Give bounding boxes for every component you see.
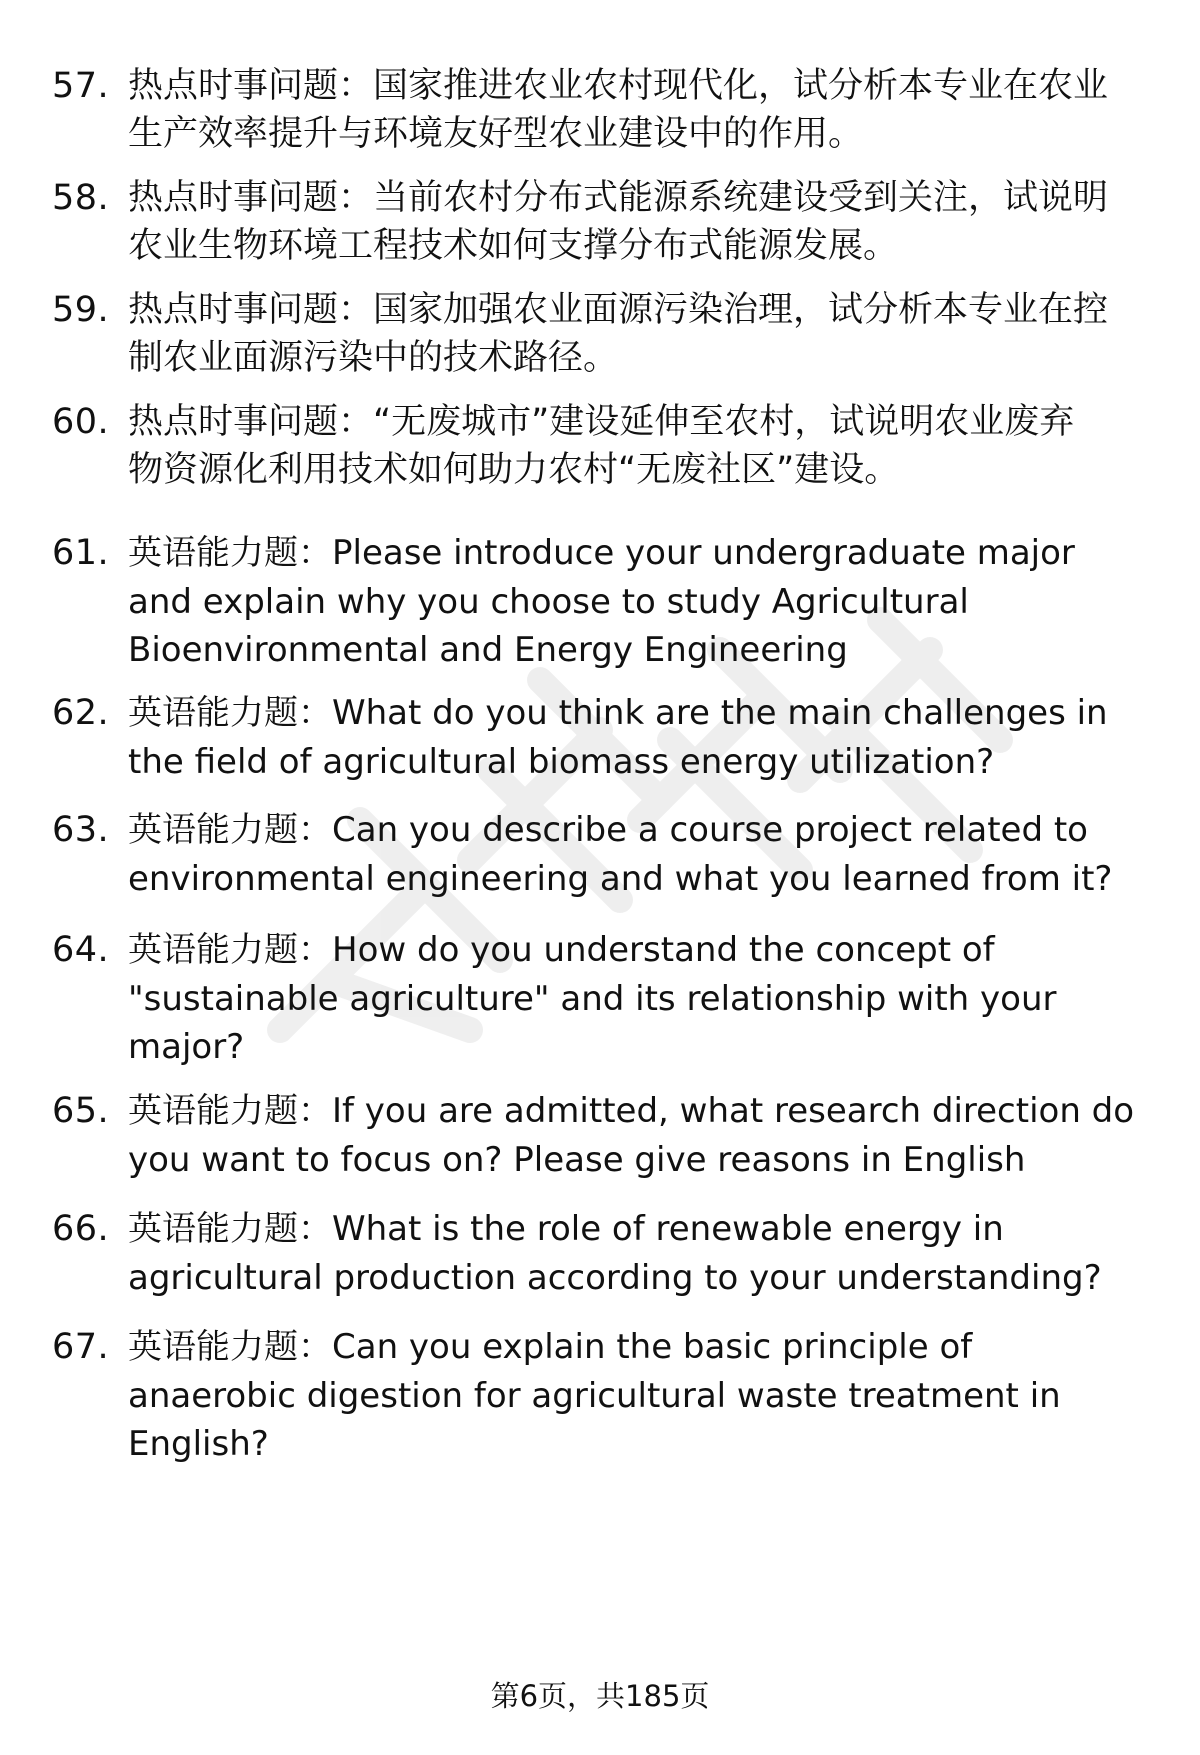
question-line: Bioenvironmental and Energy Engineering xyxy=(128,630,848,670)
question-line: and explain why you choose to study Agricultural xyxy=(128,581,969,622)
question-line: 热点时事问题：国家加强农业面源污染治理，试分析本专业在控 xyxy=(128,290,1109,330)
question-line: 农业生物环境工程技术如何支撑分布式能源发展。 xyxy=(128,226,899,266)
question-line: 英语能力题：How do you understand the concept of xyxy=(128,930,995,970)
question-line: the field of agricultural biomass energy utilization? xyxy=(128,741,995,782)
question-line: 物资源化利用技术如何助力农村“无废社区”建设。 xyxy=(128,450,900,490)
question-text xyxy=(128,1323,1200,1469)
question-line: 英语能力题：Can you explain the basic principle of xyxy=(128,1327,973,1367)
question-text xyxy=(128,529,1200,675)
question-text xyxy=(128,806,1200,903)
question-line: English? xyxy=(128,1424,269,1464)
question-line: you want to focus on? Please give reasons in English xyxy=(128,1139,1026,1180)
question-line: 英语能力题：Please introduce your undergraduate major xyxy=(128,533,1075,573)
question-line: environmental engineering and what you learned from it? xyxy=(128,858,1113,899)
question-number: 58. xyxy=(52,178,110,218)
question-line: 热点时事问题：“无废城市”建设延伸至农村，试说明农业废弃 xyxy=(128,402,1075,442)
question-line: 生产效率提升与环境友好型农业建设中的作用。 xyxy=(128,114,864,154)
question-text xyxy=(128,398,1200,494)
question-text xyxy=(128,174,1200,270)
question-text xyxy=(128,926,1200,1072)
question-number: 59. xyxy=(52,290,110,330)
question-text xyxy=(128,62,1200,158)
question-line: 制农业面源污染中的技术路径。 xyxy=(128,338,619,378)
question-text xyxy=(128,286,1200,382)
question-line: 英语能力题：What is the role of renewable energy in xyxy=(128,1209,1004,1249)
question-line: agricultural production according to your understanding? xyxy=(128,1257,1102,1298)
question-text xyxy=(128,1087,1200,1184)
question-line: 英语能力题：Can you describe a course project related to xyxy=(128,810,1088,850)
question-line: anaerobic digestion for agricultural waste treatment in xyxy=(128,1375,1061,1416)
question-line: 热点时事问题：国家推进农业农村现代化，试分析本专业在农业 xyxy=(128,66,1109,106)
question-number: 66. xyxy=(52,1209,110,1249)
question-line: 英语能力题：If you are admitted, what research direction do xyxy=(128,1091,1135,1131)
question-line: 英语能力题：What do you think are the main challenges in xyxy=(128,693,1108,733)
question-number: 62. xyxy=(52,693,110,733)
question-number: 67. xyxy=(52,1327,110,1367)
question-text xyxy=(128,1205,1200,1302)
question-number: 65. xyxy=(52,1091,110,1131)
page-footer: 第6页，共185页 xyxy=(490,1679,710,1713)
question-line: "sustainable agriculture" and its relationship with your xyxy=(128,978,1057,1019)
question-line: major? xyxy=(128,1027,245,1067)
question-line: 热点时事问题：当前农村分布式能源系统建设受到关注，试说明 xyxy=(128,178,1109,218)
question-text xyxy=(128,689,1200,786)
question-number: 57. xyxy=(52,66,110,106)
question-number: 64. xyxy=(52,930,110,970)
question-number: 61. xyxy=(52,533,110,573)
question-number: 60. xyxy=(52,402,110,442)
question-number: 63. xyxy=(52,810,110,850)
